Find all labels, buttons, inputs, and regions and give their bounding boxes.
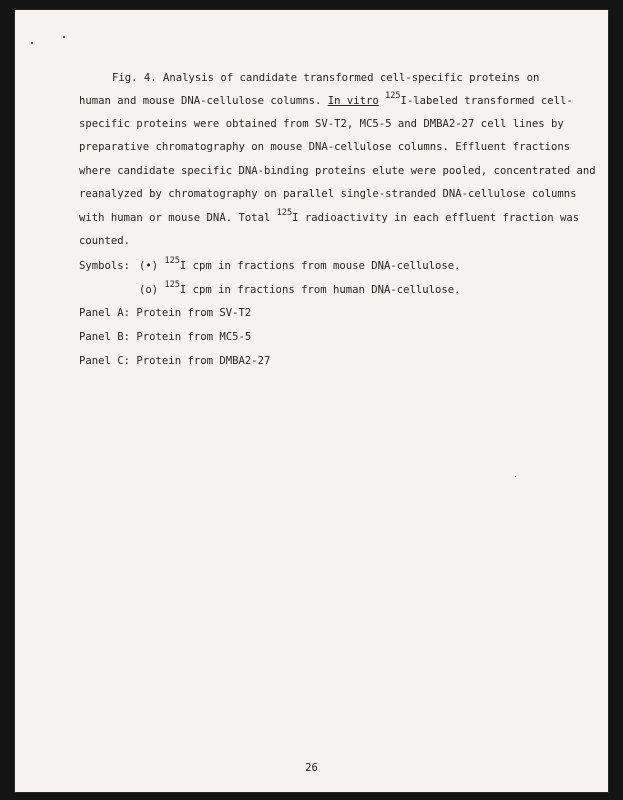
caption-line: reanalyzed by chromatography on parallel single-stranded DNA-cellulose columns (79, 188, 577, 200)
caption-text: with human or mouse DNA. Total (79, 212, 277, 224)
page-number: 26 (305, 762, 318, 774)
isotope-superscript: 125 (276, 208, 293, 218)
isotope-superscript: 125 (164, 256, 180, 266)
caption-line (79, 208, 580, 224)
in-vitro-underlined: In vitro (327, 95, 379, 107)
scan-speck (63, 36, 65, 38)
panel-b (79, 331, 251, 343)
panel-text: Protein from SV-T2 (136, 307, 252, 319)
caption-line: where candidate specific DNA-binding proteins elute were pooled, concentrated and (79, 165, 596, 177)
panel-label: Panel A: (79, 307, 131, 319)
isotope-superscript: 125 (164, 280, 180, 290)
symbol-open-circle (139, 280, 461, 296)
caption-line: preparative chromatography on mouse DNA-cellulose columns. Effluent fractions (79, 141, 571, 153)
caption-text: I-labeled transformed cell- (400, 95, 573, 107)
panel-a (79, 307, 251, 319)
symbol-description: I cpm in fractions from mouse DNA-cellulose. (179, 260, 461, 272)
caption-line: specific proteins were obtained from SV-T2, MC5-5 and DMBA2-27 cell lines by (79, 118, 564, 130)
caption-line: Fig. 4. Analysis of candidate transformed cell-specific proteins on (112, 72, 540, 84)
caption-line (79, 91, 573, 107)
symbols-label: Symbols: (79, 260, 131, 272)
symbol-description: I cpm in fractions from human DNA-cellulose. (179, 284, 461, 296)
document-page (15, 10, 608, 792)
caption-text: I radioactivity in each effluent fraction was (292, 212, 580, 224)
scan-speck (515, 476, 516, 477)
isotope-superscript: 125 (385, 91, 401, 101)
panel-text: Protein from MC5-5 (136, 331, 252, 343)
panel-label: Panel B: (79, 331, 131, 343)
scan-speck (31, 42, 33, 44)
panel-text: Protein from DMBA2-27 (136, 355, 271, 367)
caption-line: counted. (79, 235, 131, 247)
closed-circle-marker: (•) (139, 260, 159, 272)
panel-c (79, 355, 270, 367)
symbol-closed-circle (139, 256, 461, 272)
caption-text: human and mouse DNA-cellulose columns. (79, 95, 328, 107)
panel-label: Panel C: (79, 355, 131, 367)
open-circle-marker: (o) (139, 284, 159, 296)
